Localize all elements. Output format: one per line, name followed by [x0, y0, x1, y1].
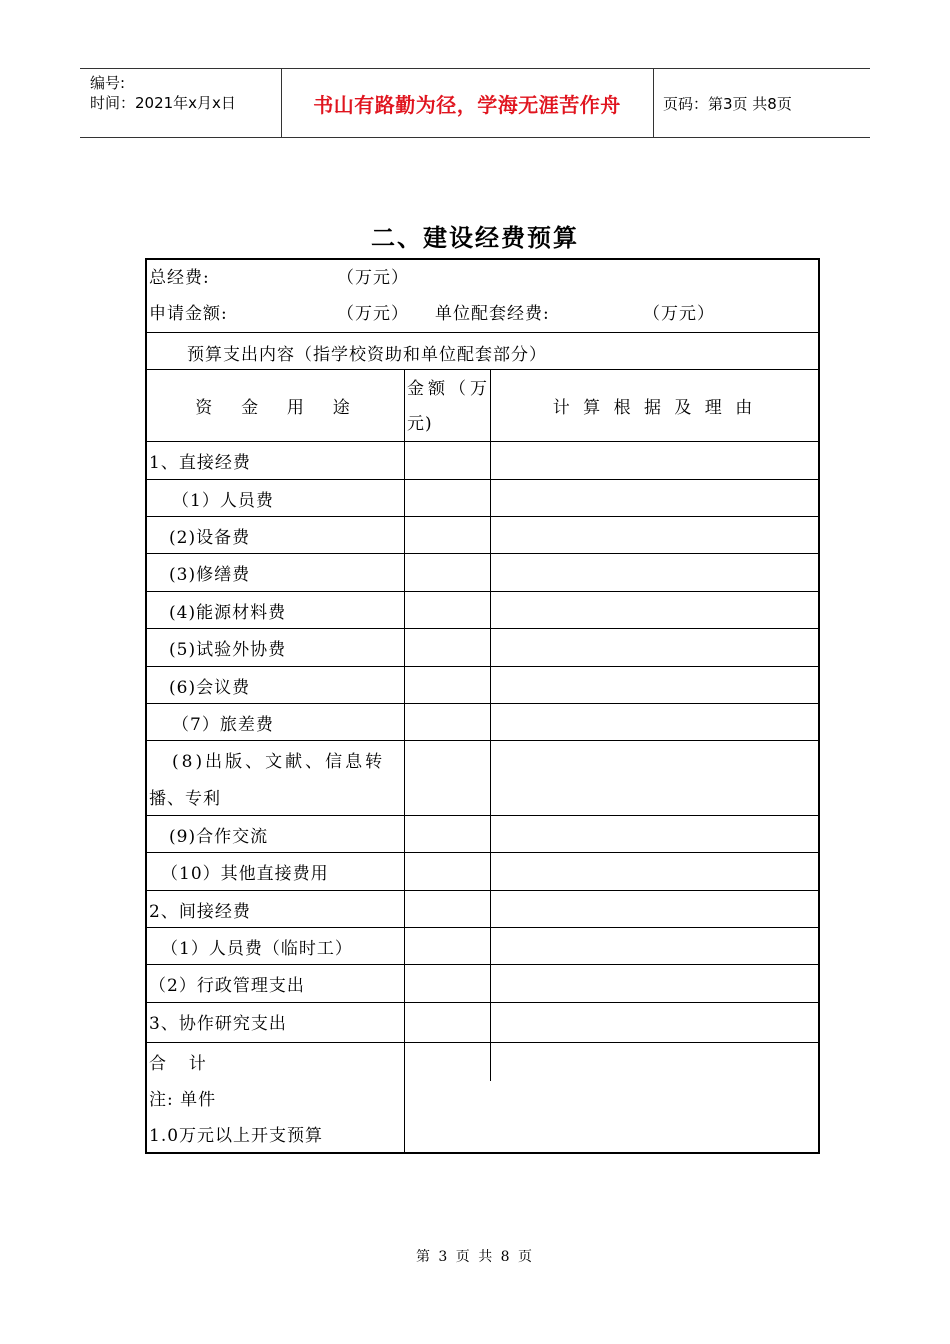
table-row [147, 928, 818, 965]
basis-input-cell[interactable] [491, 965, 818, 1002]
item-label: （7）旅差费 [172, 715, 274, 735]
item-label: (6)会议费 [169, 678, 251, 698]
item-label: （1）人员费 [172, 491, 274, 511]
apply-amount-unit: （万元） [337, 304, 409, 324]
matching-funds-label: 单位配套经费: [435, 304, 550, 324]
amount-input-cell[interactable] [405, 517, 491, 553]
amount-input-cell[interactable] [405, 1043, 491, 1081]
header-page-info: 页码：第3页 共8页 [663, 94, 792, 113]
basis-input-cell[interactable] [491, 667, 818, 703]
amount-input-cell[interactable] [405, 667, 491, 703]
basis-input-cell[interactable] [491, 554, 818, 591]
matching-funds-unit: （万元） [643, 304, 715, 324]
basis-input-cell[interactable] [491, 928, 818, 964]
basis-input-cell[interactable] [491, 442, 818, 479]
item-label-cell [147, 554, 405, 591]
table-row [147, 965, 818, 1003]
apply-amount-label: 申请金额: [149, 304, 228, 324]
table-row [147, 554, 818, 592]
amount-input-cell[interactable] [405, 816, 491, 852]
column-header-amount-line1: 金额（万 [407, 379, 491, 399]
column-header-use: 资 金 用 途 [147, 370, 405, 441]
note-line2: 1.0万元以上开支预算 [149, 1126, 324, 1146]
basis-input-cell[interactable] [491, 704, 818, 740]
item-label: 3、协作研究支出 [149, 1014, 287, 1034]
basis-input-cell[interactable] [491, 1003, 818, 1042]
column-header-amount-line2: 元) [407, 414, 433, 434]
basis-input-cell[interactable] [491, 592, 818, 628]
table-row [147, 592, 818, 629]
item-label: (2)设备费 [169, 528, 251, 548]
item-label-cell [147, 442, 405, 479]
item-label: （2）行政管理支出 [149, 976, 305, 996]
item-label: (9)合作交流 [169, 827, 269, 847]
note-cell [147, 1081, 405, 1152]
table-row [147, 853, 818, 891]
table-row [147, 517, 818, 554]
basis-input-cell[interactable] [491, 1043, 818, 1081]
note-value-cell[interactable] [405, 1081, 818, 1152]
amount-input-cell[interactable] [405, 1003, 491, 1042]
page-footer: 第 3 页 共 8 页 [415, 1249, 535, 1265]
item-label-cell [147, 629, 405, 666]
table-row [147, 891, 818, 928]
item-label-cell [147, 704, 405, 740]
amount-input-cell[interactable] [405, 891, 491, 927]
basis-input-cell[interactable] [491, 816, 818, 852]
item-label: 2、间接经费 [149, 902, 251, 922]
amount-input-cell[interactable] [405, 442, 491, 479]
item-label-cell [147, 816, 405, 852]
item-label-cell [147, 741, 405, 815]
item-label-cell [147, 965, 405, 1002]
item-label: (5)试验外协费 [169, 640, 287, 660]
item-label: （10）其他直接费用 [161, 864, 329, 884]
table-row [147, 704, 818, 741]
budget-content-row [147, 333, 818, 370]
item-label: （1）人员费（临时工） [161, 939, 353, 959]
page-title: 二、建设经费预算 [371, 224, 579, 252]
page-header [80, 68, 870, 138]
document-number-label: 编号: [90, 74, 126, 92]
table-row [147, 480, 818, 517]
basis-input-cell[interactable] [491, 891, 818, 927]
item-label: 合 计 [149, 1054, 210, 1074]
item-label: (3)修缮费 [169, 565, 251, 585]
item-label-cell [147, 667, 405, 703]
table-header-row [147, 370, 818, 442]
amount-input-cell[interactable] [405, 554, 491, 591]
item-label-continuation: 播、专利 [149, 789, 221, 809]
basis-input-cell[interactable] [491, 480, 818, 516]
item-label-cell [147, 480, 405, 516]
header-motto: 书山有路勤为径，学海无涯苦作舟 [313, 92, 621, 117]
table-row [147, 667, 818, 704]
table-row [147, 816, 818, 853]
basis-input-cell[interactable] [491, 517, 818, 553]
amount-input-cell[interactable] [405, 741, 491, 815]
item-label: 1、直接经费 [149, 453, 251, 473]
table-row [147, 741, 818, 816]
total-funds-unit: （万元） [337, 268, 409, 288]
amount-input-cell[interactable] [405, 592, 491, 628]
item-label: (8)出版、文献、信息转 [172, 752, 386, 772]
budget-table [145, 258, 820, 1154]
item-label-cell [147, 1043, 405, 1081]
item-label-cell [147, 891, 405, 927]
item-label: (4)能源材料费 [169, 603, 287, 623]
table-row [147, 442, 818, 480]
note-line1: 注: 单件 [149, 1090, 217, 1110]
item-label-cell [147, 1003, 405, 1042]
basis-input-cell[interactable] [491, 853, 818, 890]
table-row [147, 1043, 818, 1081]
column-header-amount [405, 370, 491, 441]
header-meta [90, 73, 280, 113]
amount-input-cell[interactable] [405, 629, 491, 666]
budget-summary-row [147, 260, 818, 333]
note-row [147, 1081, 818, 1152]
amount-input-cell[interactable] [405, 965, 491, 1002]
item-label-cell [147, 517, 405, 553]
amount-input-cell[interactable] [405, 853, 491, 890]
document-date: 时间：2021年x月x日 [90, 94, 236, 112]
budget-content-note: 预算支出内容（指学校资助和单位配套部分） [187, 345, 547, 365]
header-divider [653, 69, 654, 137]
item-label-cell [147, 592, 405, 628]
table-row [147, 1003, 818, 1043]
table-row [147, 629, 818, 667]
total-funds-label: 总经费: [149, 268, 210, 288]
basis-input-cell[interactable] [491, 741, 818, 815]
amount-input-cell[interactable] [405, 928, 491, 964]
column-header-basis: 计 算 根 据 及 理 由 [552, 398, 757, 418]
basis-input-cell[interactable] [491, 629, 818, 666]
amount-input-cell[interactable] [405, 704, 491, 740]
item-label-cell [147, 928, 405, 964]
item-label-cell [147, 853, 405, 890]
amount-input-cell[interactable] [405, 480, 491, 516]
